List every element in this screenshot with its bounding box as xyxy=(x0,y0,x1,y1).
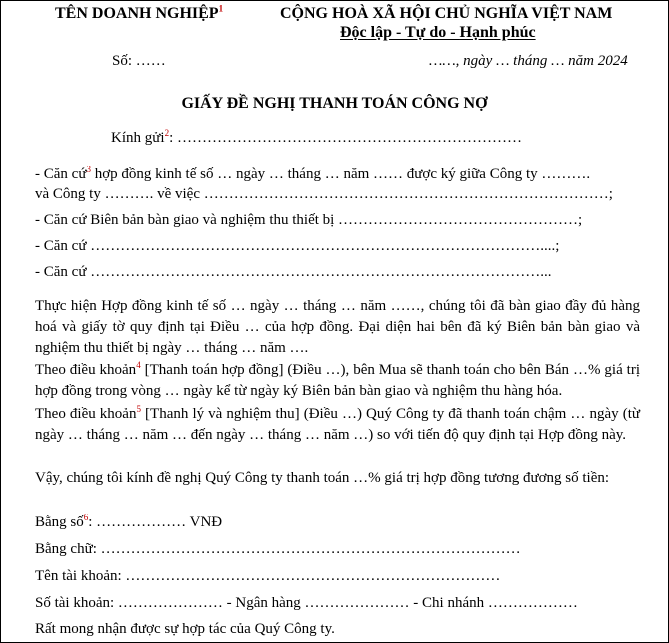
recipient-label: Kính gửi xyxy=(111,130,165,146)
clause-prefix: Theo điều khoản xyxy=(35,362,137,378)
republic-heading: CỘNG HOÀ XÃ HỘI CHỦ NGHĨA VIỆT NAM xyxy=(280,5,613,22)
paragraph-late-payment xyxy=(35,404,640,446)
amount-in-words: Bằng chữ: ………………………………………………………………………… xyxy=(35,541,521,557)
document-date: ……, ngày … tháng … năm 2024 xyxy=(429,53,628,69)
company-name-text: TÊN DOANH NGHIỆP xyxy=(55,5,219,22)
paragraph-payment-clause xyxy=(35,360,640,402)
footnote-marker: 5 xyxy=(136,404,141,414)
basis-other-1: - Căn cứ ………………………………………………………………………………....; xyxy=(35,238,560,254)
clause-text: [Thanh lý và nghiệm thu] (Điều …) Quý Công ty đã thanh toán chậm … ngày (từ ngày … tháng … năm … đến ngày … tháng … năm …) so với tiến độ quy định tại Hợp đồng này. xyxy=(35,406,640,443)
basis-other-2: - Căn cứ ………………………………………………………………………………... xyxy=(35,264,552,280)
footnote-marker: 3 xyxy=(86,166,91,174)
recipient-line xyxy=(111,130,522,147)
footnote-marker: 6 xyxy=(83,514,89,522)
amount-label: Bằng số xyxy=(35,514,84,530)
clause-text: [Thanh toán hợp đồng] (Điều …), bên Mua sẽ thanh toán cho bên Bán …% giá trị hợp đồng trong vòng … ngày kể từ ngày ký Biên bản bàn giao và nghiệm thu hàng hóa. xyxy=(35,362,640,399)
document-number: Số: …… xyxy=(112,53,166,69)
paragraph-fulfillment: Thực hiện Hợp đồng kinh tế số … ngày … tháng … năm ……, chúng tôi đã bàn giao đầy đủ hàng hoá và giấy tờ quy định tại Điều … của hợp đồng. Đại diện hai bên đã ký Biên bản bàn giao và nghiệm thu thiết bị ngày … tháng … năm …. xyxy=(35,298,640,356)
company-name xyxy=(55,5,223,23)
footnote-marker: 1 xyxy=(218,3,224,14)
motto xyxy=(340,24,536,42)
paragraph-request: Vậy, chúng tôi kính đề nghị Quý Công ty thanh toán …% giá trị hợp đồng tương đương số tiền: xyxy=(35,470,610,486)
basis-contract-text: hợp đồng kinh tế số … ngày … tháng … năm …… được ký giữa Công ty ………. xyxy=(90,166,591,182)
recipient-blank: : …………………………………………………………… xyxy=(169,130,522,146)
closing-line: Rất mong nhận được sự hợp tác của Quý Công ty. xyxy=(35,621,335,637)
document-title: GIẤY ĐỀ NGHỊ THANH TOÁN CÔNG NỢ xyxy=(181,95,488,112)
motto-part-2: Hạnh phúc xyxy=(459,24,536,41)
clause-prefix: Theo điều khoản xyxy=(35,406,137,422)
basis-contract-line2: và Công ty ………. về việc ………………………………………………………………………; xyxy=(35,186,613,202)
footnote-marker: 4 xyxy=(136,360,141,370)
basis-contract xyxy=(35,166,640,183)
amount-in-figures xyxy=(35,514,640,531)
amount-blank: : ……………… VNĐ xyxy=(88,514,223,530)
basis-prefix: - Căn cứ xyxy=(35,166,87,182)
account-name: Tên tài khoản: ………………………………………………………………… xyxy=(35,568,501,584)
basis-handover-minutes: - Căn cứ Biên bản bàn giao và nghiệm thu thiết bị …………………………………………; xyxy=(35,212,583,228)
motto-part-1: Độc lập - Tự do - xyxy=(340,24,460,41)
footnote-marker: 2 xyxy=(164,128,170,138)
account-number-bank-branch: Số tài khoản: ………………… - Ngân hàng ………………… - Chi nhánh ……………… xyxy=(35,595,578,611)
